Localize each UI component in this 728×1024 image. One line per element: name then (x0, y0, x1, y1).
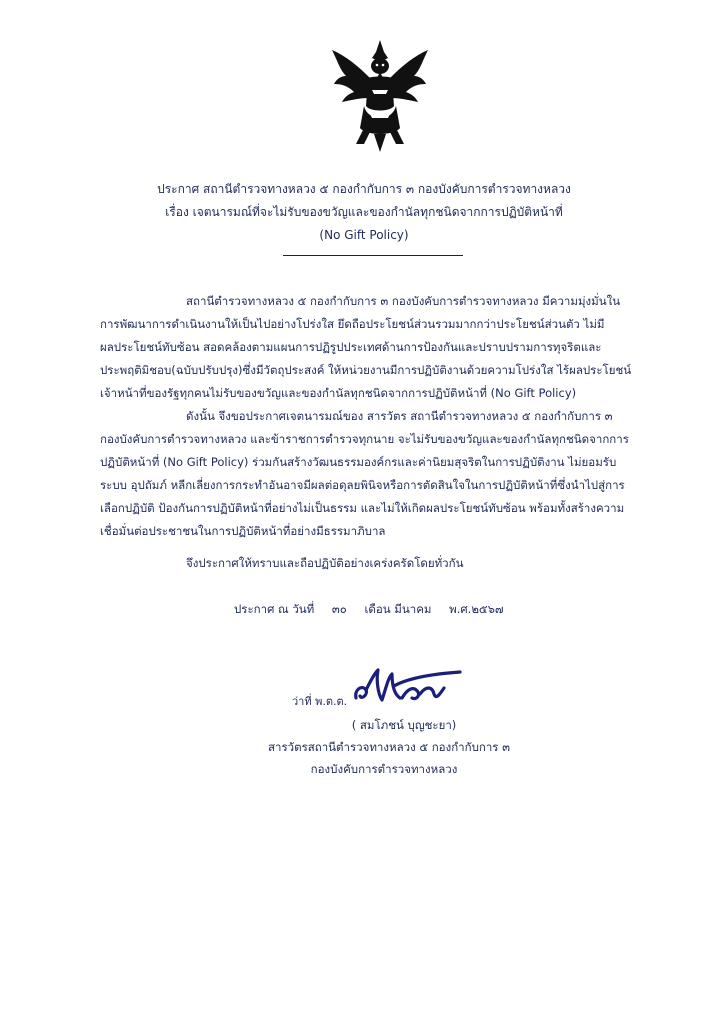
signatory-position: สารวัตรสถานีตำรวจทางหลวง ๕ กองกำกับการ ๓ (267, 740, 510, 754)
announcement-title: ประกาศ สถานีตำรวจทางหลวง ๕ กองกำกับการ ๓ กองบังคับการตำรวจทางหลวง (157, 182, 571, 196)
announcement-date (234, 598, 518, 620)
body-line: สถานีตำรวจทางหลวง ๕ กองกำกับการ ๓ กองบังคับการตำรวจทางหลวง มีความมุ่งมั่นใน (186, 294, 621, 308)
body-line: การพัฒนาการดำเนินงานให้เป็นไปอย่างโปร่งใส ยึดถือประโยชน์ส่วนรวมมากกว่าประโยชน์ส่วนตัว ไม่มี (100, 317, 605, 331)
garuda-emblem-icon (328, 36, 432, 154)
announcement-policy-name: (No Gift Policy) (319, 228, 409, 242)
signatory-name: ( สมโภชน์ บุญชะยา) (351, 718, 457, 732)
announcement-body (100, 290, 660, 543)
date-month: เดือน มีนาคม (364, 602, 432, 616)
body-line: กองบังคับการตำรวจทางหลวง และข้าราชการตำรวจทุกนาย จะไม่รับของขวัญและของกำนัลทุกชนิดจากการ (100, 432, 629, 446)
body-line: ผลประโยชน์ทับซ้อน สอดคล้องตามแผนการปฏิรูปประเทศด้านการป้องกันและปราบปรามการทุจริตและ (100, 340, 602, 354)
header-divider (283, 255, 463, 256)
signatory-block (0, 714, 728, 780)
announcement-header (0, 178, 728, 247)
signatory-unit: กองบังคับการตำรวจทางหลวง (310, 762, 458, 776)
body-line: ปฏิบัติหน้าที่ (No Gift Policy) ร่วมกันสร้างวัฒนธรรมองค์กรและค่านิยมสุจริตในการปฏิบัติงาน ไม่ยอมรับ (100, 455, 617, 469)
date-day: ๓๐ (331, 602, 347, 616)
date-year: พ.ศ.๒๕๖๗ (449, 602, 504, 616)
date-prefix: ประกาศ ณ วันที่ (234, 602, 315, 616)
body-line: ดังนั้น จึงขอประกาศเจตนารมณ์ของ สารวัตร สถานีตำรวจทางหลวง ๕ กองกำกับการ ๓ (186, 409, 613, 423)
body-line: เจ้าหน้าที่ของรัฐทุกคนไม่รับของขวัญและของกำนัลทุกชนิดจากการปฏิบัติหน้าที่ (No Gift Policy) (100, 386, 577, 400)
closing-statement: จึงประกาศให้ทราบและถือปฏิบัติอย่างเคร่งครัดโดยทั่วกัน (186, 556, 464, 570)
signatory-rank: ว่าที่ พ.ต.ต. (292, 695, 348, 708)
handwritten-signature (348, 664, 468, 710)
body-line: ระบบ อุปถัมภ์ หลีกเลี่ยงการกระทำอันอาจมีผลต่อดุลยพินิจหรือการตัดสินใจในการปฏิบัติหน้าที่ซึ่งนำไปสู่การ (100, 478, 625, 492)
body-line: เชื่อมั่นต่อประชาชนในการปฏิบัติหน้าที่อย่างมีธรรมาภิบาล (100, 524, 386, 538)
body-line: เลือกปฏิบัติ ป้องกันการปฏิบัติหน้าที่อย่างไม่เป็นธรรม และไม่ให้เกิดผลประโยชน์ทับซ้อน พร้อมทั้งสร้างความ (100, 501, 625, 515)
body-line: ประพฤติมิชอบ(ฉบับปรับปรุง)ซึ่งมีวัตถุประสงค์ ให้หน่วยงานมีการปฏิบัติงานด้วยความโปร่งใส ไร้ผลประโยชน์ (100, 363, 632, 377)
announcement-subject: เรื่อง เจตนารมณ์ที่จะไม่รับของขวัญและของกำนัลทุกชนิดจากการปฏิบัติหน้าที่ (165, 205, 563, 219)
